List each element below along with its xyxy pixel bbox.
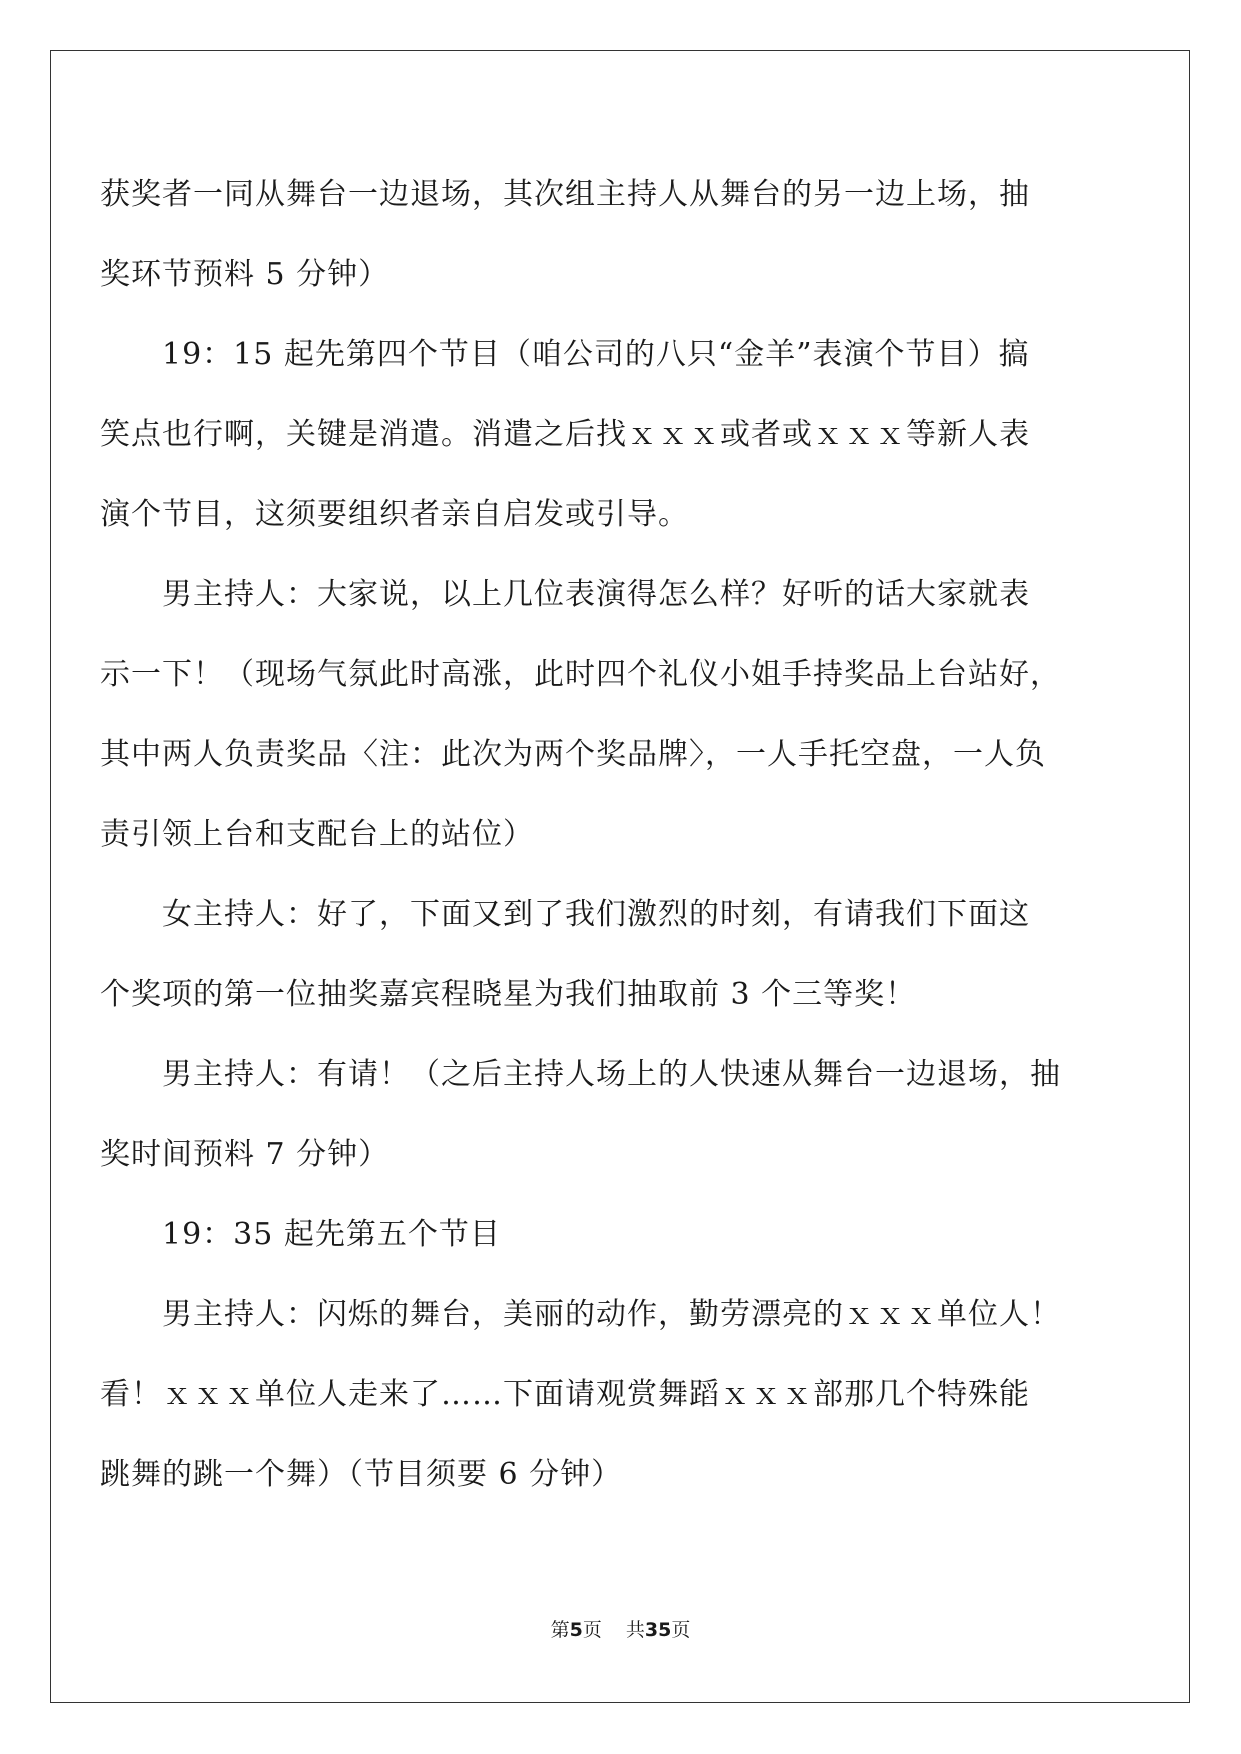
- text-line: 演个节目，这须要组织者亲自启发或引导。: [100, 497, 689, 532]
- footer-total-suffix: 页: [671, 1619, 691, 1641]
- footer-page-prefix: 第: [550, 1619, 570, 1641]
- text-line: 个奖项的第一位抽奖嘉宾程晓星为我们抽取前 3 个三等奖！: [100, 977, 917, 1012]
- document-body: [100, 155, 1092, 1515]
- text-line: 示一下！（现场气氛此时高涨，此时四个礼仪小姐手持奖品上台站好，: [100, 657, 1061, 692]
- footer-page-number: 5: [569, 1619, 583, 1641]
- footer-total-prefix: 共: [625, 1619, 645, 1641]
- text-line: 跳舞的跳一个舞）（节目须要 6 分钟）: [100, 1457, 623, 1492]
- footer-total-number: 35: [644, 1619, 672, 1641]
- text-line: 19：35 起先第五个节目: [162, 1217, 501, 1252]
- text-line: 笑点也行啊，关键是消遣。消遣之后找ｘｘｘ或者或ｘｘｘ等新人表: [100, 417, 1030, 452]
- text-line: 奖环节预料 5 分钟）: [100, 257, 390, 292]
- text-line: 男主持人：大家说，以上几位表演得怎么样？好听的话大家就表: [162, 577, 1030, 612]
- text-line: 奖时间预料 7 分钟）: [100, 1137, 390, 1172]
- text-line: 女主持人：好了，下面又到了我们激烈的时刻，有请我们下面这: [162, 897, 1030, 932]
- text-line: 责引领上台和支配台上的站位）: [100, 817, 534, 852]
- text-line: 19：15 起先第四个节目（咱公司的八只“金羊”表演个节目）搞: [162, 337, 1030, 372]
- text-line: 男主持人：有请！（之后主持人场上的人快速从舞台一边退场，抽: [162, 1057, 1061, 1092]
- page-footer: [0, 1615, 1241, 1642]
- text-line: 男主持人：闪烁的舞台，美丽的动作，勤劳漂亮的ｘｘｘ单位人！: [162, 1297, 1061, 1332]
- text-line: 其中两人负责奖品〈注：此次为两个奖品牌〉，一人手托空盘，一人负: [100, 737, 1046, 772]
- text-line: 看！ｘｘｘ单位人走来了……下面请观赏舞蹈ｘｘｘ部那几个特殊能: [100, 1377, 1030, 1412]
- text-line: 获奖者一同从舞台一边退场，其次组主持人从舞台的另一边上场，抽: [100, 177, 1030, 212]
- footer-page-suffix: 页: [582, 1619, 602, 1641]
